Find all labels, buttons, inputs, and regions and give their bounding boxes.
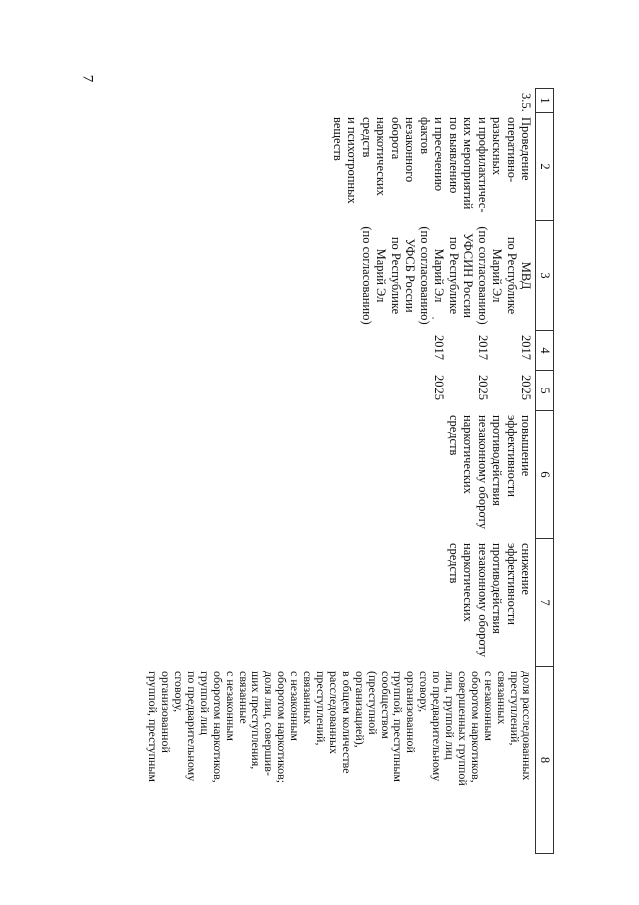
start-year-ufsb: 2017 (432, 335, 447, 360)
program-table (144, 88, 554, 854)
start-year-mvd: 2017 (519, 335, 534, 360)
consequence-cell (144, 539, 536, 667)
consequence-text: снижение эффективности противодействия незаконному обороту наркотических средств (447, 543, 534, 657)
result-cell (144, 411, 536, 539)
start-year-ufsin: 2017 (476, 335, 490, 360)
end-year-ufsb: 2025 (432, 375, 447, 400)
executor-ufsin: УФСИН России по Республике Марий Эл (по согласованию) (418, 226, 476, 325)
end-year-mvd: 2025 (519, 375, 534, 400)
column-header-3: 3 (536, 221, 554, 331)
executor-ufsb: УФСБ России по Республике Марий Эл (по согласованию) (360, 226, 418, 325)
row-number-cell (144, 89, 536, 113)
column-header-8: 8 (536, 667, 554, 854)
indicator-cell (144, 667, 536, 854)
column-header-4: 4 (536, 331, 554, 371)
column-header-5: 5 (536, 371, 554, 411)
column-header-7: 7 (536, 539, 554, 667)
result-text: повышение эффективности противодействия незаконному обороту наркотических средств (447, 415, 534, 529)
row-number: 3.5. (519, 93, 534, 112)
column-header-6: 6 (536, 411, 554, 539)
table-row (144, 89, 536, 854)
end-year-ufsin: 2025 (476, 375, 490, 400)
executor-mvd: МВД по Республике Марий Эл (по согласованию) (476, 226, 534, 325)
executors-cell (144, 221, 536, 331)
activity-text: Проведение оперативно- разыскных и профилактичес- ких мероприятий по выявлению и пресечению фактов незаконного оборота наркотических средств и психотропных веществ (331, 117, 534, 213)
column-header-1: 1 (536, 89, 554, 113)
table-header-row (536, 89, 554, 854)
indicator-text: доля расследованных преступлений, связанных с незаконным оборотом наркотиков, совершенных группой лиц, группой лиц по предварительному сговору, организованной группой, преступным сообществом (преступной организацией), в общем количестве расследованных преступлений, связанных с незаконным оборотом наркотиков; доля лиц, совершив- ших преступления, связанные с незаконным оборотом наркотиков, группой лиц по предварительному сговору, организованной группой, преступным (146, 671, 535, 786)
end-year-cell (144, 371, 536, 411)
page-number: 7 (79, 74, 96, 83)
start-year-cell (144, 331, 536, 371)
column-header-2: 2 (536, 113, 554, 221)
activity-cell (144, 113, 536, 221)
rotated-table-container (88, 88, 554, 853)
